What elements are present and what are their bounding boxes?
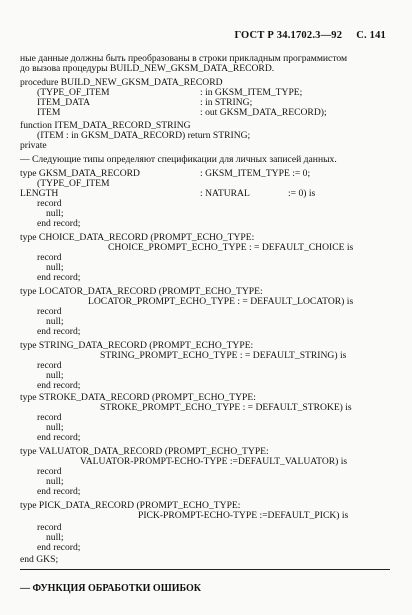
code-line: record xyxy=(37,522,62,533)
code-line: VALUATOR-PROMPT-ECHO-TYPE :=DEFAULT_VALUATOR) is xyxy=(80,456,348,467)
code-line: (TYPE_OF_ITEM xyxy=(37,178,110,189)
code-line: null; xyxy=(46,208,64,219)
code-line: end record; xyxy=(37,272,81,283)
code-line: (ITEM : in GKSM_DATA_RECORD) return STRING; xyxy=(37,130,251,141)
code-line: record xyxy=(37,360,62,371)
section-heading: — ФУНКЦИЯ ОБРАБОТКИ ОШИБОК xyxy=(20,583,202,594)
code-line: type PICK_DATA_RECORD (PROMPT_ECHO_TYPE: xyxy=(20,500,241,511)
code-line: end record; xyxy=(37,218,81,229)
page-header xyxy=(234,30,386,41)
code-line: PICK-PROMPT-ECHO-TYPE :=DEFAULT_PICK) is xyxy=(138,510,349,521)
code-line: type CHOICE_DATA_RECORD (PROMPT_ECHO_TYPE: xyxy=(20,232,255,243)
code-line: LENGTH xyxy=(20,188,59,199)
code-line: null; xyxy=(46,532,64,543)
code-line: ITEM_DATA xyxy=(37,97,91,108)
standard-number: ГОСТ Р 34.1702.3—92 xyxy=(234,30,343,41)
code-line: type GKSM_DATA_RECORD xyxy=(20,168,140,179)
code-line: function ITEM_DATA_RECORD_STRING xyxy=(20,120,191,131)
code-line: type LOCATOR_DATA_RECORD (PROMPT_ECHO_TYPE: xyxy=(20,286,263,297)
code-line: null; xyxy=(46,370,64,381)
code-line: null; xyxy=(46,476,64,487)
code-line: : GKSM_ITEM_TYPE := 0; xyxy=(200,168,311,179)
code-line: type VALUATOR_DATA_RECORD (PROMPT_ECHO_TYPE: xyxy=(20,446,269,457)
code-line: CHOICE_PROMPT_ECHO_TYPE : = DEFAULT_CHOICE is xyxy=(108,242,354,253)
code-line: null; xyxy=(46,262,64,273)
code-line: := 0) is xyxy=(288,188,316,199)
code-line: record xyxy=(37,198,62,209)
code-line: : in STRING; xyxy=(200,97,253,108)
code-line: ITEM xyxy=(37,107,61,118)
code-line: private xyxy=(20,140,47,151)
code-line: STRING_PROMPT_ECHO_TYPE : = DEFAULT_STRING) is xyxy=(100,350,347,361)
code-line: : in GKSM_ITEM_TYPE; xyxy=(200,87,303,98)
divider-rule xyxy=(20,569,390,570)
comment-line: — Следующие типы определяют спецификации для личных записей данных. xyxy=(20,154,337,165)
code-line: record xyxy=(37,412,62,423)
page-number: С. 141 xyxy=(356,30,386,41)
code-line: LOCATOR_PROMPT_ECHO_TYPE : = DEFAULT_LOCATOR) is xyxy=(88,296,354,307)
code-line: (TYPE_OF_ITEM xyxy=(37,87,110,98)
code-line: end record; xyxy=(37,486,81,497)
code-line: end record; xyxy=(37,326,81,337)
code-line: : out GKSM_DATA_RECORD); xyxy=(200,107,327,118)
code-line: null; xyxy=(46,316,64,327)
code-line: end record; xyxy=(37,432,81,443)
code-line: type STRING_DATA_RECORD (PROMPT_ECHO_TYPE: xyxy=(20,340,254,351)
code-line: end record; xyxy=(37,542,81,553)
code-line: null; xyxy=(46,422,64,433)
code-line: end GKS; xyxy=(20,554,59,565)
text-line: ные данные должны быть преобразованы в строки прикладным программистом xyxy=(20,53,348,64)
text-line: до вызова процедуры BUILD_NEW_GKSM_DATA_RECORD. xyxy=(20,63,275,74)
code-line: record xyxy=(37,252,62,263)
code-line: STROKE_PROMPT_ECHO_TYPE : = DEFAULT_STROKE) is xyxy=(100,402,352,413)
code-line: : NATURAL xyxy=(200,188,250,199)
code-line: procedure BUILD_NEW_GKSM_DATA_RECORD xyxy=(20,77,223,88)
code-line: record xyxy=(37,466,62,477)
code-line: end record; xyxy=(37,380,81,391)
code-line: record xyxy=(37,306,62,317)
code-line: type STROKE_DATA_RECORD (PROMPT_ECHO_TYPE: xyxy=(20,392,256,403)
